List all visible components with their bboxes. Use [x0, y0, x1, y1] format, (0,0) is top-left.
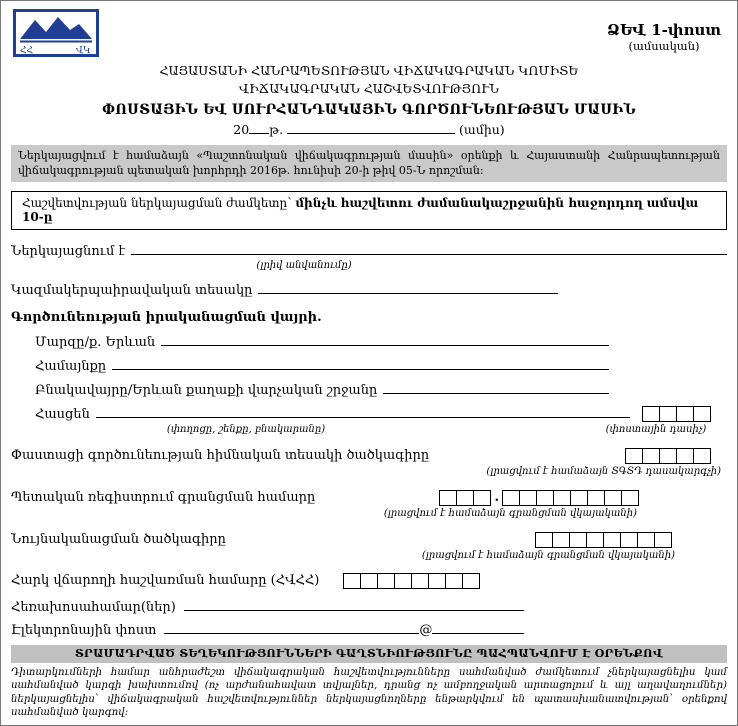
code-cell[interactable]: [536, 490, 554, 506]
email-label: Էլեկտրոնային փոստ: [11, 623, 157, 639]
phone-input[interactable]: [184, 599, 524, 611]
register-number-label: Պետական ռեգիստրում գրանցման համարը: [11, 490, 316, 506]
register-number-separator: .: [494, 490, 499, 506]
address-input[interactable]: [96, 406, 630, 418]
phone-label: Հեռախոսահամար(ներ): [11, 600, 176, 616]
armstat-logo: [13, 9, 99, 57]
settlement-input[interactable]: [383, 382, 609, 394]
code-cell[interactable]: [659, 448, 677, 464]
address-label: Հասցեն: [35, 407, 90, 423]
presents-label: Ներկայացնում է: [11, 244, 126, 260]
marz-row: [35, 334, 727, 350]
form-title: ՓՈՍՏԱՅԻՆ ԵՎ ՍՈՒՐՀԱՆԴԱԿԱՅԻՆ ԳՈՐԾՈՒՆԵՈՒԹՅԱՆ ՄԱՍԻՆ: [102, 102, 636, 118]
activity-code-cells: [625, 448, 711, 464]
code-cell[interactable]: [642, 448, 660, 464]
email-domain-input[interactable]: [432, 622, 524, 634]
presents-row: [11, 243, 727, 259]
activity-code-label: Փաստացի գործունեության հիմնական տեսակի ծածկագիրը: [11, 448, 430, 464]
code-cell[interactable]: [625, 448, 643, 464]
code-cell[interactable]: [553, 490, 571, 506]
register-number-cells-a: [439, 490, 491, 506]
community-row: [35, 358, 727, 374]
code-cell[interactable]: [535, 532, 553, 548]
id-code-hint: (լրացվում է համաձայն գրանցման վկայականի): [421, 550, 675, 562]
code-cell[interactable]: [603, 532, 621, 548]
marz-input[interactable]: [161, 334, 609, 346]
code-cell[interactable]: [637, 532, 655, 548]
code-cell[interactable]: [473, 490, 491, 506]
code-cell[interactable]: [621, 490, 639, 506]
code-cell[interactable]: [428, 573, 446, 589]
register-number-hint: (լրացվում է համաձայն գրանցման վկայականի): [383, 508, 637, 520]
phone-row: [11, 599, 727, 615]
code-cell[interactable]: [693, 448, 711, 464]
report-kind: ՎԻՃԱԿԱԳՐԱԿԱՆ ՀԱՇՎԵՏՎՈՒԹՅՈՒՆ: [239, 81, 499, 96]
code-cell[interactable]: [659, 406, 677, 422]
month-hint: (ամիս): [459, 122, 505, 137]
legal-note: Ներկայացվում է համաձայն «Պաշտոնական վիճակագրության մասին» օրենքի և Հայաստանի Հանրապետության վիճակագրության պետական խորհրդի 2016թ. հունիսի 20-ի թիվ 05-Ն որոշման:: [11, 145, 727, 182]
tin-cells: [343, 573, 480, 589]
tin-label: Հարկ վճարողի հաշվառման համարը (ՀՎՀՀ): [11, 573, 320, 589]
code-cell[interactable]: [343, 573, 361, 589]
form-header: [11, 7, 727, 61]
org-type-input[interactable]: [258, 282, 558, 294]
deadline-note: [11, 191, 727, 230]
email-row: [11, 622, 727, 638]
email-at-sign: @: [419, 623, 433, 639]
liability-footnote: Դիտարկումների համար անհրաժեշտ վիճակագրական հաշվետվությունները սահմանված ժամկետում չներկայացնելիս կամ սահմանված կարգի խախտումով (ոչ արժանահավատ տվյալներ, դրանց ոչ ամբողջական արտացոլում և այլ աղավաղումներ) ներկայացնելիս՝ վիճակագրական հաշվետվություններ ներկայացնողները ենթարկվում են պատասխանատվության՝ օրենքով սահմանված կարգով:: [11, 667, 727, 718]
community-label: Համայնքը: [35, 359, 107, 375]
postal-code-cells: [642, 406, 711, 422]
code-cell[interactable]: [552, 532, 570, 548]
address-row: [35, 406, 727, 422]
address-hint: (փողոցը, շենքը, բնակարանը): [166, 424, 326, 436]
code-cell[interactable]: [642, 406, 660, 422]
postal-code-hint: (փոստային դասիչ): [605, 424, 707, 436]
register-number-cells-b: [502, 490, 639, 506]
code-cell[interactable]: [654, 532, 672, 548]
activity-code-hint: (լրացվում է համաձայն ՏԳՏԴ դասակարգչի): [486, 466, 721, 478]
deadline-value: մինչև հաշվետու ժամանակաշրջանին հաջորդող ամսվա 10-ը: [22, 196, 699, 225]
code-cell[interactable]: [676, 448, 694, 464]
logo-right-text: ՎԿ: [76, 46, 91, 56]
code-cell[interactable]: [586, 532, 604, 548]
form-periodicity: (ամսական): [628, 39, 700, 53]
armstat-logo-graphic: [13, 9, 99, 57]
org-type-row: [11, 282, 727, 298]
settlement-label: Բնակավայրը/Երևան քաղաքի վարչական շրջանը: [35, 383, 378, 399]
code-cell[interactable]: [411, 573, 429, 589]
community-input[interactable]: [112, 358, 609, 370]
code-cell[interactable]: [456, 490, 474, 506]
code-cell[interactable]: [394, 573, 412, 589]
id-code-label: Նույնականացման ծածկագիրը: [11, 532, 226, 548]
year-input[interactable]: [249, 122, 269, 134]
register-number-row: [11, 490, 727, 506]
marz-label: Մարզը/ք. Երևան: [35, 335, 156, 351]
location-section-header: Գործունեության իրականացման վայրի.: [11, 310, 322, 326]
code-cell[interactable]: [620, 532, 638, 548]
settlement-row: [35, 382, 727, 398]
id-code-cells: [535, 532, 672, 548]
code-cell[interactable]: [676, 406, 694, 422]
activity-code-row: [11, 448, 727, 464]
code-cell[interactable]: [502, 490, 520, 506]
address-hints: [11, 424, 727, 435]
code-cell[interactable]: [569, 532, 587, 548]
presents-input[interactable]: [131, 243, 727, 255]
code-cell[interactable]: [587, 490, 605, 506]
year-suffix: թ.: [269, 122, 284, 137]
report-period-line: [11, 122, 727, 137]
code-cell[interactable]: [519, 490, 537, 506]
code-cell[interactable]: [604, 490, 622, 506]
code-cell[interactable]: [439, 490, 457, 506]
logo-left-text: ՀՀ: [20, 46, 33, 56]
year-prefix: 20: [233, 122, 250, 137]
form-code-block: [607, 21, 721, 53]
code-cell[interactable]: [462, 573, 480, 589]
month-input[interactable]: [287, 122, 455, 134]
code-cell[interactable]: [445, 573, 463, 589]
presents-hint: (լրիվ անվանումը): [256, 260, 352, 272]
org-type-label: Կազմակերպաիրավական տեսակը: [11, 283, 253, 299]
deadline-label: Հաշվետվության ներկայացման ժամկետը՝: [22, 196, 292, 211]
confidentiality-banner: ՏՐԱՄԱԴՐՎԱԾ ՏԵՂԵԿՈՒԹՅՈՒՆՆԵՐԻ ԳԱՂՏՆԻՈՒԹՅՈՒՆԸ ՊԱՀՊԱՆՎՈՒՄ Է ՕՐԵՆՔՈՎ: [11, 645, 727, 663]
code-cell[interactable]: [360, 573, 378, 589]
tin-row: [11, 573, 727, 589]
code-cell[interactable]: [377, 573, 395, 589]
code-cell[interactable]: [693, 406, 711, 422]
committee-name: ՀԱՅԱՍՏԱՆԻ ՀԱՆՐԱՊԵՏՈՒԹՅԱՆ ՎԻՃԱԿԱԳՐԱԿԱՆ ԿՈՄԻՏԵ: [159, 63, 579, 78]
code-cell[interactable]: [570, 490, 588, 506]
email-local-input[interactable]: [164, 622, 419, 634]
id-code-row: [11, 532, 727, 548]
form-code: ՁԵՎ 1-փոստ: [607, 21, 721, 39]
